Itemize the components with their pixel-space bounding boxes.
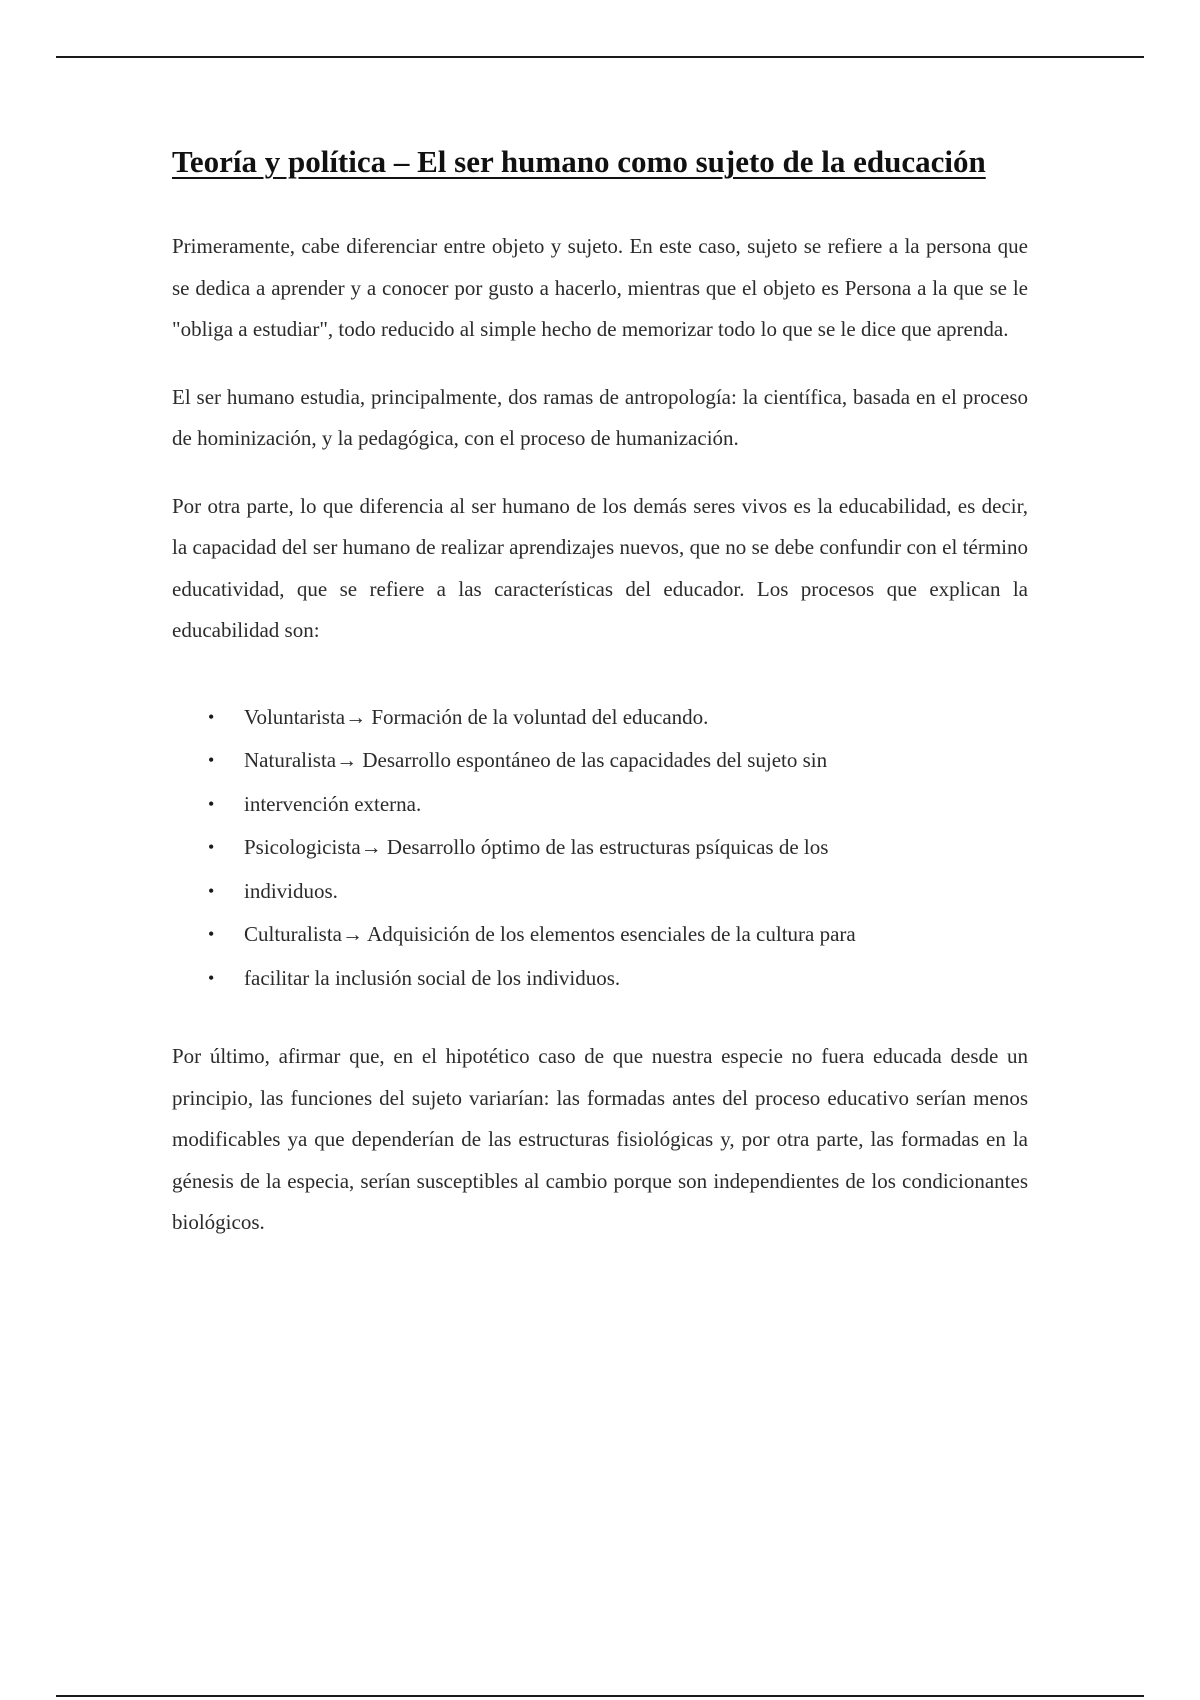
list-item-text: facilitar la inclusión social de los individuos. <box>244 965 621 990</box>
document-title: Teoría y política – El ser humano como sujeto de la educación <box>172 144 986 179</box>
list-item <box>172 696 1028 740</box>
list-item-text: individuos. <box>244 878 338 903</box>
paragraph-educabilidad: Por otra parte, lo que diferencia al ser humano de los demás seres vivos es la educabilidad, es decir, la capacidad del ser humano de realizar aprendizajes nuevos, que no se debe confundir con el término educatividad, que se refiere a las características del educador. Los procesos que explican la educabilidad son: <box>172 493 1028 642</box>
bullet-icon: • <box>208 967 215 988</box>
top-rule <box>56 56 1144 58</box>
bullet-icon: • <box>208 706 215 727</box>
list-item <box>172 913 1028 957</box>
document-body <box>172 138 1028 1270</box>
bottom-rule <box>56 1695 1144 1697</box>
bullet-icon: • <box>208 880 215 901</box>
list-item-text: intervención externa. <box>244 791 422 816</box>
list-item <box>172 870 1028 914</box>
bullet-icon: • <box>208 793 215 814</box>
educability-process-list <box>172 696 1028 1001</box>
bullet-icon: • <box>208 837 215 857</box>
bullet-icon: • <box>208 924 215 944</box>
paragraph-objeto-sujeto: Primeramente, cabe diferenciar entre objeto y sujeto. En este caso, sujeto se refiere a la persona que se dedica a aprender y a conocer por gusto a hacerlo, mientras que el objeto es Persona a la que se le "obliga a estudiar", todo reducido al simple hecho de memorizar todo lo que se le dice que aprenda. <box>172 234 1028 341</box>
list-item-text: Voluntarista→ Formación de la voluntad del educando. <box>244 704 709 729</box>
list-item <box>172 739 1028 783</box>
paragraph-antropologia: El ser humano estudia, principalmente, dos ramas de antropología: la científica, basada en el proceso de hominización, y la pedagógica, con el proceso de humanización. <box>172 384 1028 450</box>
bullet-icon: • <box>208 750 215 770</box>
list-item-text: Psicologicista→ Desarrollo óptimo de las estructuras psíquicas de los <box>244 835 829 859</box>
list-item <box>172 957 1028 1001</box>
paragraph-conclusion: Por último, afirmar que, en el hipotético caso de que nuestra especie no fuera educada desde un principio, las funciones del sujeto variarían: las formadas antes del proceso educativo serían menos modificables ya que dependerían de las estructuras fisiológicas y, por otra parte, las formadas en la génesis de la especia, serían susceptibles al cambio porque son independientes de los condicionantes biológicos. <box>172 1044 1028 1234</box>
list-item <box>172 826 1028 870</box>
list-item-text: Culturalista→ Adquisición de los elementos esenciales de la cultura para <box>244 922 856 946</box>
list-item <box>172 783 1028 827</box>
list-item-text: Naturalista→ Desarrollo espontáneo de las capacidades del sujeto sin <box>244 748 828 772</box>
